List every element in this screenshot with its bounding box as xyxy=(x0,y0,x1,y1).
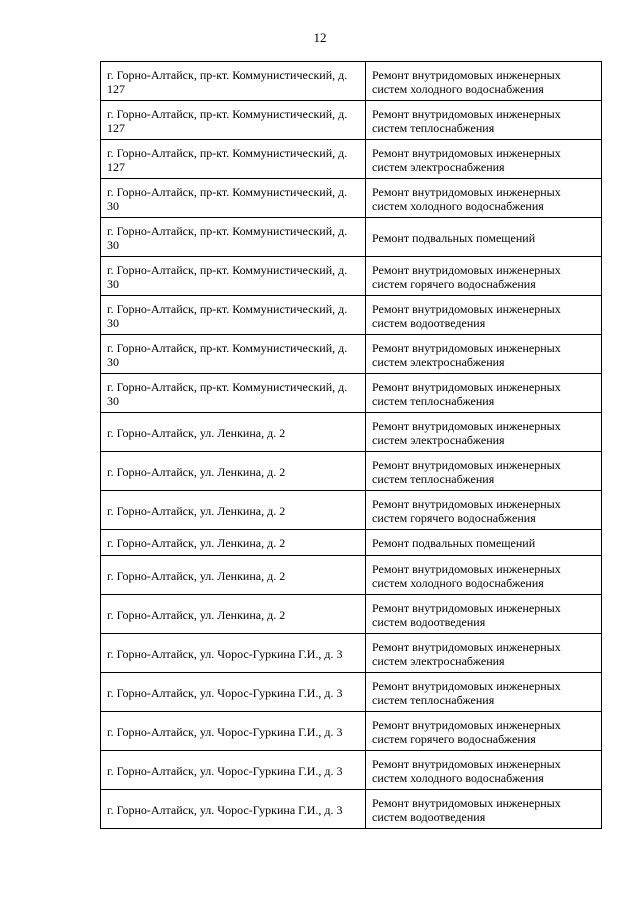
address-cell xyxy=(101,257,366,296)
work-text: Ремонт внутридомовых инженерных систем теплоснабжения xyxy=(372,678,561,707)
work-cell xyxy=(366,634,602,673)
address-text: г. Горно-Алтайск, ул. Чорос-Гуркина Г.И., д. 3 xyxy=(107,802,343,817)
work-text: Ремонт внутридомовых инженерных систем водоотведения xyxy=(372,795,561,824)
work-cell xyxy=(366,62,602,101)
work-text: Ремонт внутридомовых инженерных систем электроснабжения xyxy=(372,418,561,447)
address-cell xyxy=(101,595,366,634)
work-cell xyxy=(366,101,602,140)
work-text: Ремонт внутридомовых инженерных систем водоотведения xyxy=(372,600,561,629)
work-cell xyxy=(366,257,602,296)
table-row xyxy=(101,179,602,218)
address-text: г. Горно-Алтайск, пр-кт. Коммунистический, д. 30 xyxy=(107,184,348,213)
work-cell xyxy=(366,530,602,556)
address-cell xyxy=(101,712,366,751)
table-row xyxy=(101,712,602,751)
work-text: Ремонт внутридомовых инженерных систем теплоснабжения xyxy=(372,379,561,408)
table-row xyxy=(101,62,602,101)
address-text: г. Горно-Алтайск, ул. Ленкина, д. 2 xyxy=(107,425,286,440)
address-cell xyxy=(101,751,366,790)
work-text: Ремонт подвальных помещений xyxy=(372,536,536,550)
work-text: Ремонт внутридомовых инженерных систем водоотведения xyxy=(372,301,561,330)
address-cell xyxy=(101,556,366,595)
work-cell xyxy=(366,413,602,452)
address-text: г. Горно-Алтайск, пр-кт. Коммунистический, д. 127 xyxy=(107,145,348,174)
address-cell xyxy=(101,491,366,530)
table-row xyxy=(101,530,602,556)
work-cell xyxy=(366,595,602,634)
work-text: Ремонт внутридомовых инженерных систем холодного водоснабжения xyxy=(372,561,561,590)
address-text: г. Горно-Алтайск, ул. Ленкина, д. 2 xyxy=(107,464,286,479)
work-text: Ремонт внутридомовых инженерных систем горячего водоснабжения xyxy=(372,262,561,291)
table-row xyxy=(101,595,602,634)
table-row xyxy=(101,218,602,257)
address-cell xyxy=(101,218,366,257)
work-cell xyxy=(366,335,602,374)
work-cell xyxy=(366,790,602,829)
work-cell xyxy=(366,556,602,595)
table-row xyxy=(101,634,602,673)
table-row xyxy=(101,335,602,374)
address-cell xyxy=(101,140,366,179)
address-text: г. Горно-Алтайск, пр-кт. Коммунистический, д. 127 xyxy=(107,67,348,96)
work-text: Ремонт внутридомовых инженерных систем электроснабжения xyxy=(372,639,561,668)
table-row xyxy=(101,491,602,530)
work-text: Ремонт внутридомовых инженерных систем теплоснабжения xyxy=(372,106,561,135)
address-cell xyxy=(101,179,366,218)
address-text: г. Горно-Алтайск, ул. Чорос-Гуркина Г.И., д. 3 xyxy=(107,724,343,739)
address-text: г. Горно-Алтайск, пр-кт. Коммунистический, д. 127 xyxy=(107,106,348,135)
address-text: г. Горно-Алтайск, пр-кт. Коммунистический, д. 30 xyxy=(107,301,348,330)
table-row xyxy=(101,101,602,140)
address-cell xyxy=(101,335,366,374)
table-row xyxy=(101,140,602,179)
table-row xyxy=(101,673,602,712)
work-cell xyxy=(366,296,602,335)
address-cell xyxy=(101,101,366,140)
work-cell xyxy=(366,491,602,530)
work-cell xyxy=(366,179,602,218)
address-text: г. Горно-Алтайск, пр-кт. Коммунистический, д. 30 xyxy=(107,340,348,369)
work-cell xyxy=(366,374,602,413)
work-text: Ремонт внутридомовых инженерных систем холодного водоснабжения xyxy=(372,756,561,785)
address-text: г. Горно-Алтайск, пр-кт. Коммунистический, д. 30 xyxy=(107,262,348,291)
address-text: г. Горно-Алтайск, ул. Ленкина, д. 2 xyxy=(107,536,286,550)
table-row xyxy=(101,413,602,452)
address-text: г. Горно-Алтайск, пр-кт. Коммунистический, д. 30 xyxy=(107,379,348,408)
table-row xyxy=(101,374,602,413)
work-text: Ремонт внутридомовых инженерных систем горячего водоснабжения xyxy=(372,717,561,746)
table-row xyxy=(101,296,602,335)
address-cell xyxy=(101,374,366,413)
table-row xyxy=(101,257,602,296)
address-text: г. Горно-Алтайск, ул. Чорос-Гуркина Г.И., д. 3 xyxy=(107,763,343,778)
work-cell xyxy=(366,140,602,179)
address-text: г. Горно-Алтайск, ул. Чорос-Гуркина Г.И., д. 3 xyxy=(107,646,343,661)
table-row xyxy=(101,790,602,829)
work-cell xyxy=(366,452,602,491)
address-cell xyxy=(101,673,366,712)
table-row xyxy=(101,452,602,491)
address-text: г. Горно-Алтайск, пр-кт. Коммунистический, д. 30 xyxy=(107,223,348,252)
table-row xyxy=(101,556,602,595)
work-text: Ремонт внутридомовых инженерных систем холодного водоснабжения xyxy=(372,67,561,96)
work-text: Ремонт внутридомовых инженерных систем электроснабжения xyxy=(372,340,561,369)
page-number: 12 xyxy=(313,30,327,45)
address-cell xyxy=(101,62,366,101)
work-text: Ремонт подвальных помещений xyxy=(372,230,536,245)
address-cell xyxy=(101,790,366,829)
address-cell xyxy=(101,530,366,556)
work-text: Ремонт внутридомовых инженерных систем горячего водоснабжения xyxy=(372,496,561,525)
repair-works-table xyxy=(100,61,602,829)
address-cell xyxy=(101,413,366,452)
work-text: Ремонт внутридомовых инженерных систем электроснабжения xyxy=(372,145,561,174)
address-text: г. Горно-Алтайск, ул. Ленкина, д. 2 xyxy=(107,503,286,518)
work-cell xyxy=(366,673,602,712)
table-row xyxy=(101,751,602,790)
address-text: г. Горно-Алтайск, ул. Ленкина, д. 2 xyxy=(107,607,286,622)
work-cell xyxy=(366,712,602,751)
address-cell xyxy=(101,634,366,673)
address-text: г. Горно-Алтайск, ул. Ленкина, д. 2 xyxy=(107,568,286,583)
work-text: Ремонт внутридомовых инженерных систем теплоснабжения xyxy=(372,457,561,486)
address-cell xyxy=(101,296,366,335)
work-cell xyxy=(366,751,602,790)
address-text: г. Горно-Алтайск, ул. Чорос-Гуркина Г.И., д. 3 xyxy=(107,685,343,700)
address-cell xyxy=(101,452,366,491)
work-text: Ремонт внутридомовых инженерных систем холодного водоснабжения xyxy=(372,184,561,213)
work-cell xyxy=(366,218,602,257)
